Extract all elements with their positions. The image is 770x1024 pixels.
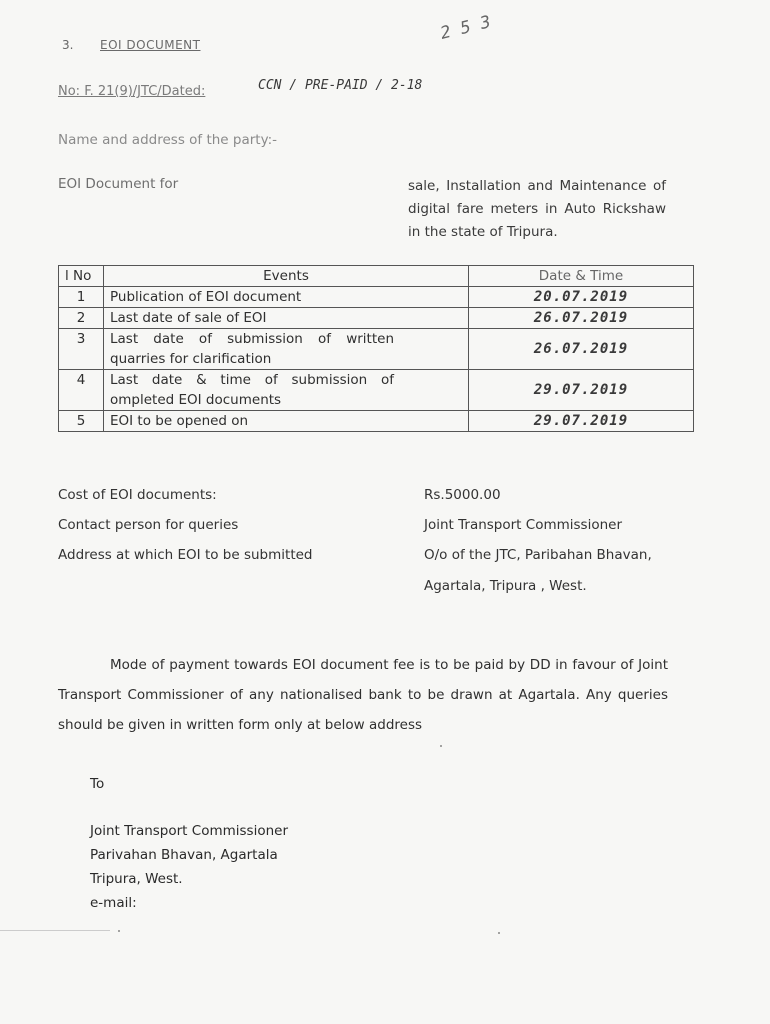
row-serial: 2 bbox=[59, 308, 104, 329]
row-serial: 5 bbox=[59, 411, 104, 432]
table-row bbox=[59, 287, 694, 308]
section-number: 3. bbox=[62, 38, 74, 52]
events-table bbox=[58, 265, 694, 432]
row-event: Last date of submission of written quarries for clarification bbox=[104, 329, 469, 370]
scan-speck bbox=[118, 930, 120, 932]
eoi-purpose-text: sale, Installation and Maintenance of digital fare meters in Auto Rickshaw in the state of Tripura. bbox=[408, 178, 666, 240]
row-date: 29.07.2019 bbox=[469, 370, 694, 411]
recipient-line1: Joint Transport Commissioner bbox=[90, 823, 288, 839]
handwritten-corner-mark: 2 5 3 bbox=[438, 12, 493, 44]
row-serial: 1 bbox=[59, 287, 104, 308]
party-name-address-label: Name and address of the party:- bbox=[58, 132, 277, 148]
row-serial: 4 bbox=[59, 370, 104, 411]
scan-line bbox=[0, 930, 110, 931]
submission-address-line2: Agartala, Tripura , West. bbox=[424, 578, 587, 594]
recipient-line3: Tripura, West. bbox=[90, 871, 183, 887]
row-event: EOI to be opened on bbox=[104, 411, 469, 432]
row-event: Last date & time of submission of ompleted EOI documents bbox=[104, 370, 469, 411]
reference-number: No: F. 21(9)/JTC/Dated: bbox=[58, 84, 206, 99]
row-date: 26.07.2019 bbox=[469, 329, 694, 370]
cost-label: Cost of EOI documents: bbox=[58, 487, 217, 503]
scan-speck bbox=[440, 745, 442, 747]
scan-speck bbox=[498, 932, 500, 934]
recipient-line2: Parivahan Bhavan, Agartala bbox=[90, 847, 278, 863]
table-row bbox=[59, 329, 694, 370]
table-row bbox=[59, 308, 694, 329]
header-date-time: Date & Time bbox=[469, 266, 694, 287]
reference-handwritten: CCN / PRE-PAID / 2-18 bbox=[258, 78, 423, 93]
table-header-row bbox=[59, 266, 694, 287]
cost-value: Rs.5000.00 bbox=[424, 487, 501, 503]
submission-address-line1: O/o of the JTC, Paribahan Bhavan, bbox=[424, 547, 652, 563]
row-event: Last date of sale of EOI bbox=[104, 308, 469, 329]
recipient-email-label: e-mail: bbox=[90, 895, 137, 911]
table-row bbox=[59, 411, 694, 432]
to-label: To bbox=[90, 776, 105, 792]
header-events: Events bbox=[104, 266, 469, 287]
row-event: Publication of EOI document bbox=[104, 287, 469, 308]
section-title: EOI DOCUMENT bbox=[100, 38, 201, 52]
submission-address-label: Address at which EOI to be submitted bbox=[58, 547, 313, 563]
payment-paragraph: Mode of payment towards EOI document fee is to be paid by DD in favour of Joint Transport Commissioner of any nationalised bank to be drawn at Agartala. Any queries should be given in written form only at below address bbox=[58, 656, 668, 733]
contact-label: Contact person for queries bbox=[58, 517, 239, 533]
row-date: 26.07.2019 bbox=[469, 308, 694, 329]
eoi-document-for-label: EOI Document for bbox=[58, 176, 179, 192]
row-serial: 3 bbox=[59, 329, 104, 370]
row-date: 20.07.2019 bbox=[469, 287, 694, 308]
header-serial-no: l No bbox=[59, 266, 104, 287]
contact-value: Joint Transport Commissioner bbox=[424, 517, 622, 533]
row-date: 29.07.2019 bbox=[469, 411, 694, 432]
table-row bbox=[59, 370, 694, 411]
